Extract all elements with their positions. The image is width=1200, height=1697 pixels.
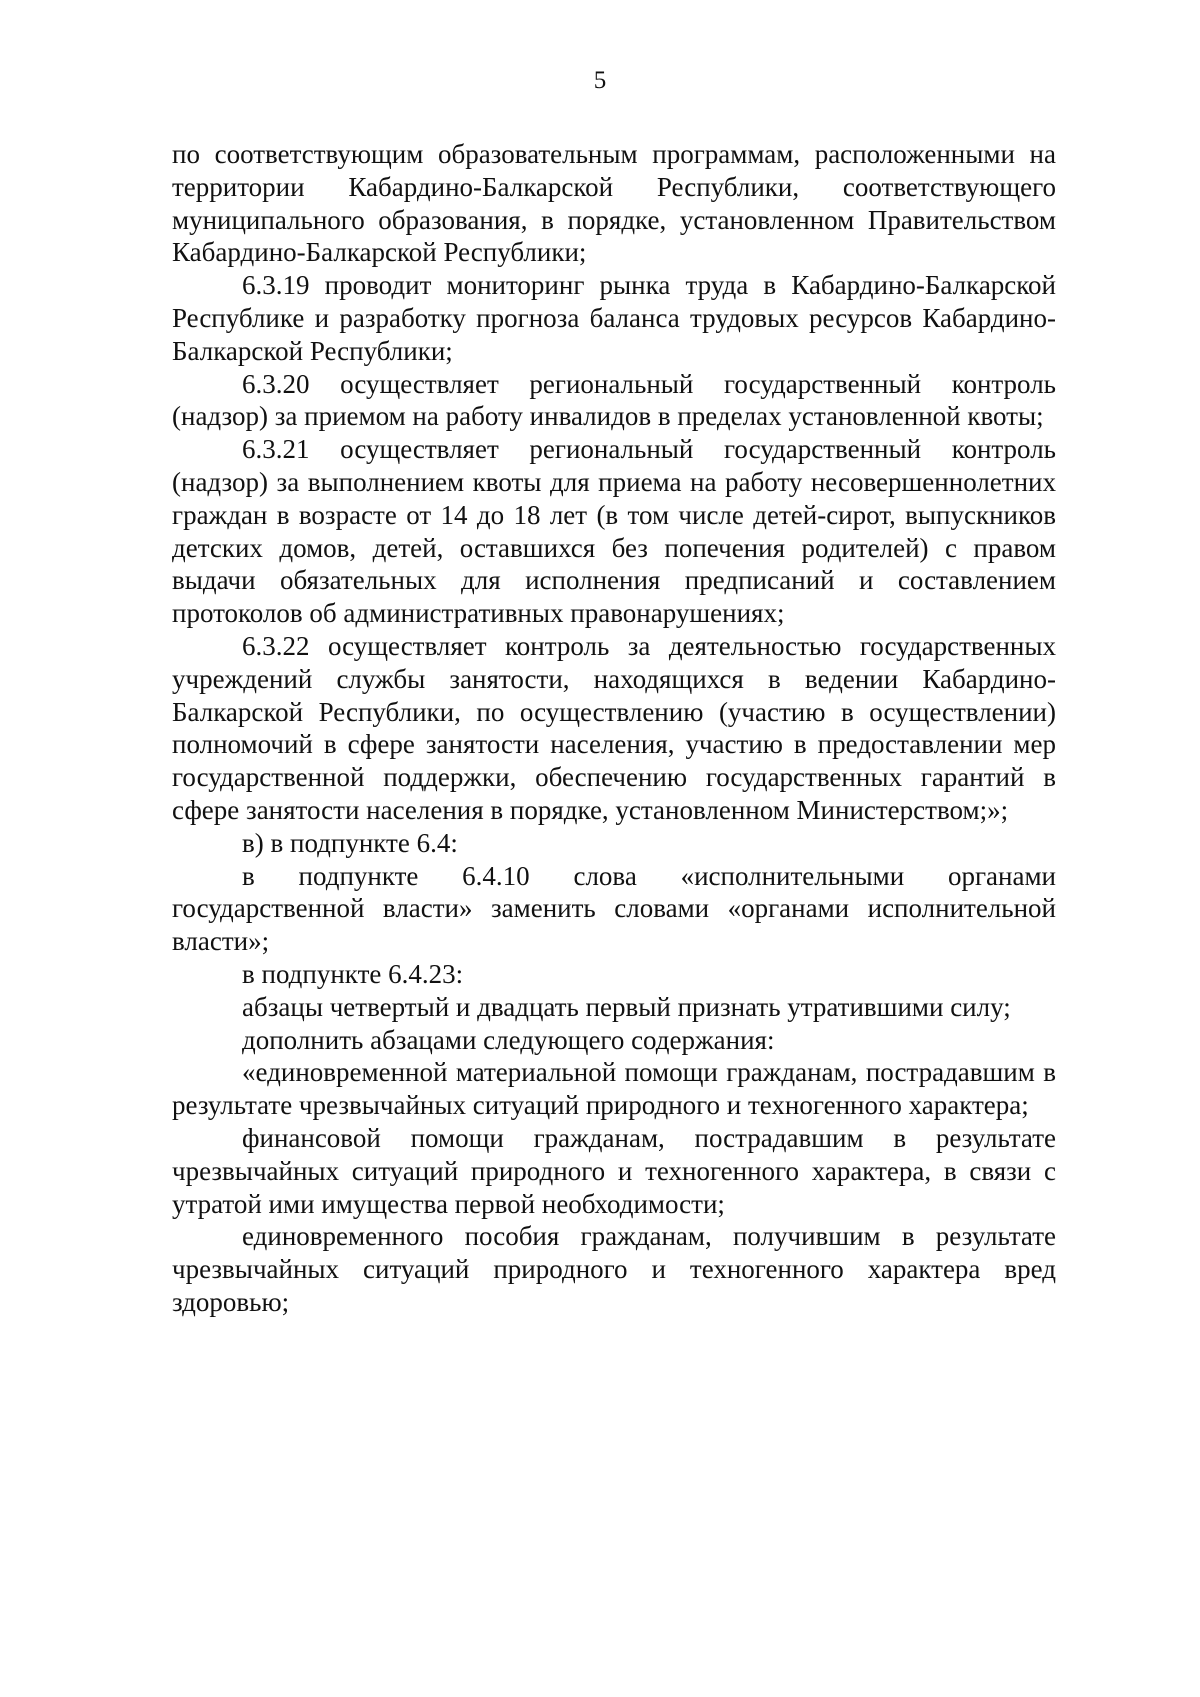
paragraph: 6.3.19 проводит мониторинг рынка труда в Кабардино-Балкарской Республике и разработку прогноза баланса трудовых ресурсов Кабардино-Балкарской Республики; (172, 270, 1056, 366)
paragraph: 6.3.20 осуществляет региональный государственный контроль (надзор) за приемом на работу инвалидов в пределах установленной квоты; (172, 368, 1056, 432)
paragraph: по соответствующим образовательным программам, расположенными на территории Кабардино-Балкарской Республики, соответствующего муниципального образования, в порядке, установленном Правительством Кабардино-Балкарской Республики; (172, 139, 1056, 268)
paragraph: «единовременной материальной помощи гражданам, пострадавшим в результате чрезвычайных ситуаций природного и техногенного характера; (172, 1057, 1056, 1121)
paragraph: в) в подпункте 6.4: (242, 827, 458, 858)
paragraph: единовременного пособия гражданам, получившим в результате чрезвычайных ситуаций природного и техногенного характера вред здоровью; (172, 1221, 1056, 1317)
paragraph: 6.3.22 осуществляет контроль за деятельностью государственных учреждений службы занятости, находящихся в ведении Кабардино-Балкарской Республики, по осуществлению (участию в осуществлении) полномочий в сфере занятости населения, участию в предоставлении мер государственной поддержки, обеспечению государственных гарантий в сфере занятости населения в порядке, установленном Министерством;»; (172, 630, 1056, 825)
paragraph: 6.3.21 осуществляет региональный государственный контроль (надзор) за выполнением квоты для приема на работу несовершеннолетних граждан в возрасте от 14 до 18 лет (в том числе детей-сирот, выпускников детских домов, детей, оставшихся без попечения родителей) с правом выдачи обязательных для исполнения предписаний и составлением протоколов об административных правонарушениях; (172, 434, 1056, 629)
paragraph: дополнить абзацами следующего содержания: (242, 1024, 775, 1055)
paragraph: в подпункте 6.4.10 слова «исполнительными органами государственной власти» заменить словами «органами исполнительной власти»; (172, 860, 1056, 957)
paragraph: финансовой помощи гражданам, пострадавшим в результате чрезвычайных ситуаций природного и техногенного характера, в связи с утратой ими имущества первой необходимости; (172, 1122, 1056, 1219)
page-number: 5 (593, 67, 607, 94)
paragraph: абзацы четвертый и двадцать первый признать утратившими силу; (242, 991, 1011, 1022)
paragraph: в подпункте 6.4.23: (242, 958, 464, 989)
document-body (172, 138, 1056, 1319)
